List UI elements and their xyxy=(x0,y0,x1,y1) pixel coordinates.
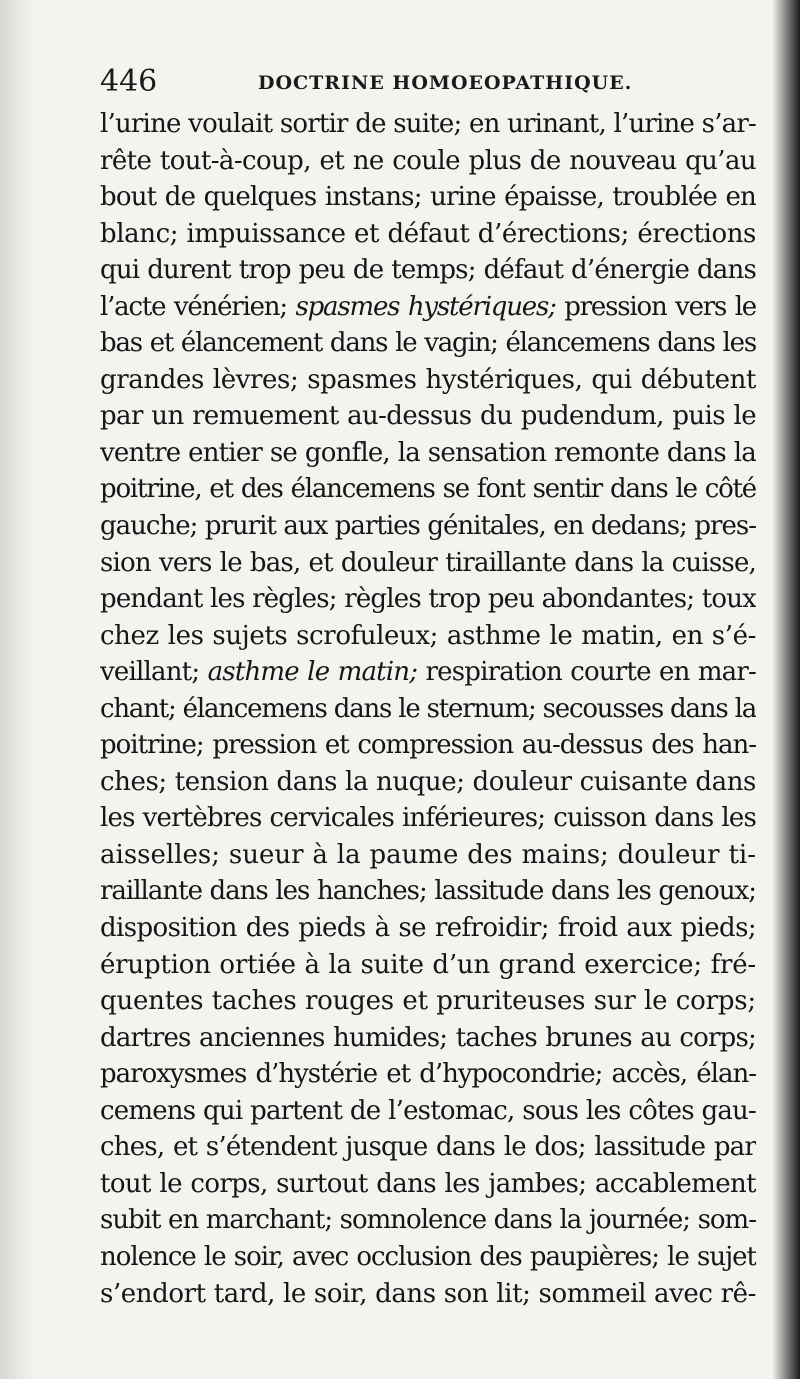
text-line xyxy=(100,1239,756,1276)
text-line xyxy=(100,1202,756,1239)
text-segment: ventre entier se gonfle, la sensation remonte dans la xyxy=(100,437,756,468)
text-segment: l’urine voulait sortir de suite; en urinant, l’urine s’ar- xyxy=(100,109,756,139)
text-segment: paroxysmes d’hystérie et d’hypocondrie; accès, élan- xyxy=(100,1059,756,1090)
text-line xyxy=(100,471,756,508)
text-segment: tout le corps, surtout dans les jambes; accablement xyxy=(100,1168,756,1199)
page-header xyxy=(100,62,700,102)
body-text xyxy=(100,106,756,1312)
text-line xyxy=(100,727,756,764)
text-line xyxy=(100,1166,756,1203)
text-line xyxy=(100,508,756,545)
text-segment: qui durent trop peu de temps; défaut d’énergie dans xyxy=(100,255,756,286)
italic-text: spasmes hystériques; xyxy=(295,291,556,322)
text-line xyxy=(100,947,756,984)
text-segment: pendant les règles; règles trop peu abondantes; toux xyxy=(100,584,756,615)
text-segment: quentes taches rouges et pruriteuses sur le corps; xyxy=(100,986,756,1017)
text-line xyxy=(100,983,756,1020)
text-segment: grandes lèvres; spasmes hystériques, qui débutent xyxy=(100,364,756,395)
text-segment: par un remuement au-dessus du pudendum, puis le xyxy=(100,401,756,432)
text-segment: respiration courte en mar- xyxy=(417,657,756,688)
text-segment: chant; élancemens dans le sternum; secousses dans la xyxy=(100,693,756,724)
text-segment: bas et élancement dans le vagin; élancemens dans les xyxy=(100,328,756,359)
text-segment: pression vers le xyxy=(555,291,756,322)
text-segment: sion vers le bas, et douleur tiraillante dans la cuisse, xyxy=(100,547,756,578)
text-segment: veillant; xyxy=(100,657,208,688)
text-segment: cemens qui partent de l’estomac, sous les côtes gau- xyxy=(100,1095,756,1126)
text-segment: poitrine; pression et compression au-dessus des han- xyxy=(100,730,756,761)
text-line xyxy=(100,1093,756,1130)
text-line xyxy=(100,435,756,472)
text-line xyxy=(100,1056,756,1093)
text-line xyxy=(100,1276,756,1313)
text-line xyxy=(100,800,756,837)
italic-text: asthme le matin; xyxy=(207,657,418,688)
text-line xyxy=(100,362,756,399)
text-segment: les vertèbres cervicales inférieures; cuisson dans les xyxy=(100,803,756,834)
text-line xyxy=(100,618,756,655)
text-segment: bout de quelques instans; urine épaisse, troublée en xyxy=(100,182,756,213)
text-segment: blanc; impuissance et défaut d’érections; érections xyxy=(100,218,756,249)
text-segment: éruption ortiée à la suite d’un grand exercice; fré- xyxy=(100,949,756,980)
text-line xyxy=(100,143,756,180)
text-line xyxy=(100,106,756,143)
text-segment: poitrine, et des élancemens se font sentir dans le côté xyxy=(100,474,756,505)
text-segment: raillante dans les hanches; lassitude dans les genoux; xyxy=(100,876,756,907)
text-segment: rête tout-à-coup, et ne coule plus de nouveau qu’au xyxy=(100,145,756,176)
text-line xyxy=(100,252,756,289)
text-segment: nolence le soir, avec occlusion des paupières; le sujet xyxy=(100,1241,756,1272)
page-number: 446 xyxy=(100,64,158,99)
text-line xyxy=(100,179,756,216)
text-line xyxy=(100,873,756,910)
text-line xyxy=(100,398,756,435)
text-segment: ches; tension dans la nuque; douleur cuisante dans xyxy=(100,766,756,797)
text-segment: chez les sujets scrofuleux; asthme le matin, en s’é- xyxy=(100,620,756,651)
text-segment: disposition des pieds à se refroidir; froid aux pieds; xyxy=(100,913,756,944)
text-line xyxy=(100,910,756,947)
text-segment: l’acte vénérien; xyxy=(100,291,296,322)
text-segment: aisselles; sueur à la paume des mains; douleur ti- xyxy=(100,839,756,870)
text-segment: ches, et s’étendent jusque dans le dos; lassitude par xyxy=(100,1132,756,1163)
text-line xyxy=(100,837,756,874)
text-line xyxy=(100,654,756,691)
text-line xyxy=(100,1129,756,1166)
text-segment: dartres anciennes humides; taches brunes au corps; xyxy=(100,1022,756,1053)
running-head: DOCTRINE HOMOEOPATHIQUE. xyxy=(258,72,633,94)
text-segment: s’endort tard, le soir, dans son lit; sommeil avec rê- xyxy=(100,1278,756,1309)
text-line xyxy=(100,691,756,728)
text-line xyxy=(100,216,756,253)
text-line xyxy=(100,325,756,362)
text-line xyxy=(100,1020,756,1057)
text-line xyxy=(100,289,756,326)
text-segment: gauche; prurit aux parties génitales, en dedans; pres- xyxy=(100,511,756,542)
text-line xyxy=(100,581,756,618)
text-line xyxy=(100,764,756,801)
text-segment: subit en marchant; somnolence dans la journée; som- xyxy=(100,1205,756,1236)
text-line xyxy=(100,545,756,582)
